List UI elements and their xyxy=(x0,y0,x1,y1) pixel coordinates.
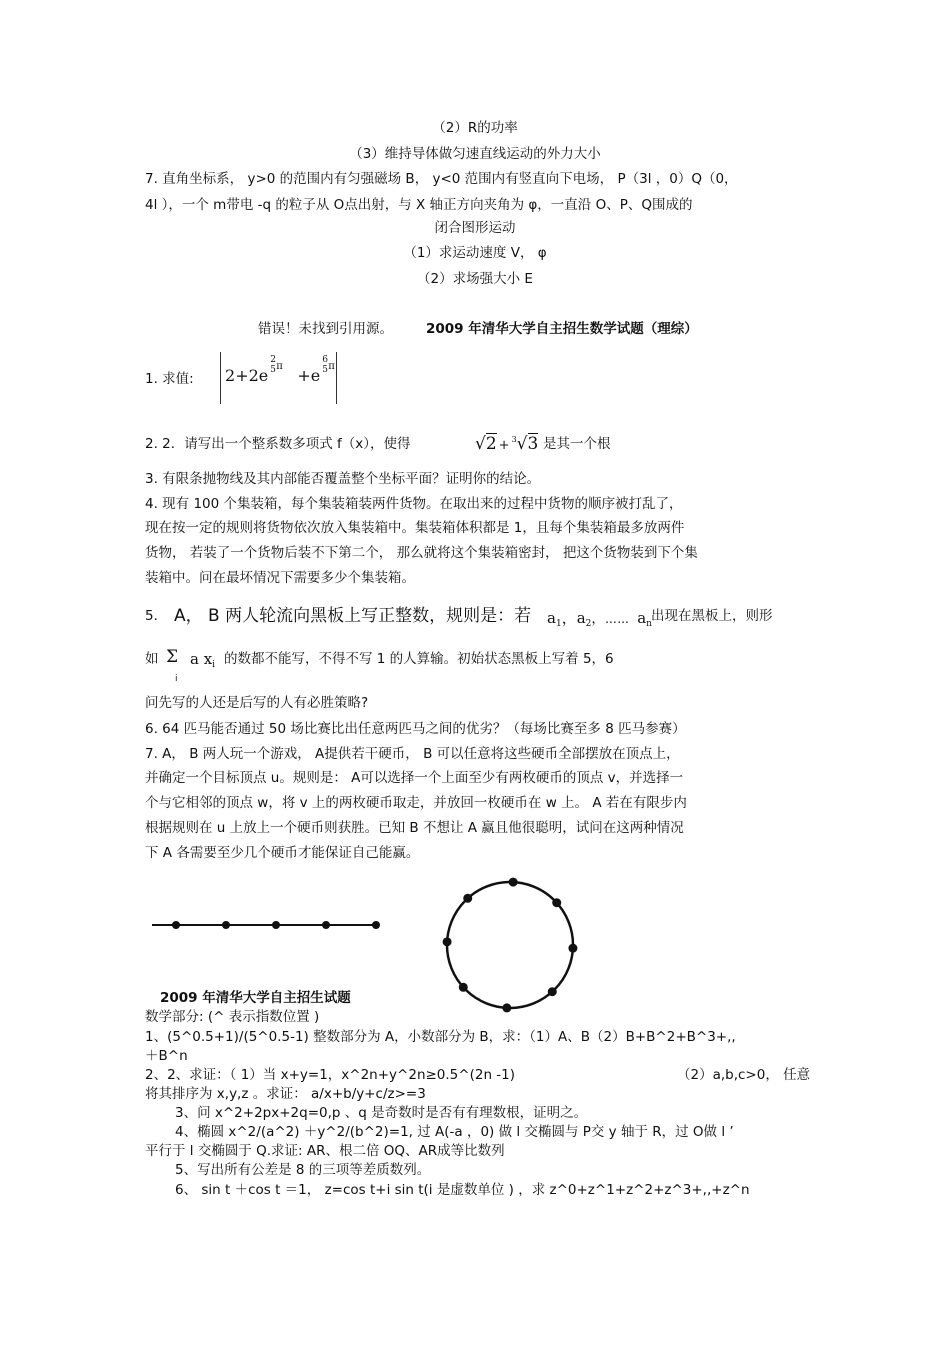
q6: 6. 64 匹马能否通过 50 场比赛比出任意两匹马之间的优劣？（每场比赛至多 8 匹马参赛） xyxy=(145,721,686,737)
path-graph-figure xyxy=(145,915,385,935)
title-text: 2009 年清华大学自主招生数学试题（理综） xyxy=(426,321,698,337)
cycle-vertex xyxy=(552,898,561,907)
cycle-vertex xyxy=(443,937,452,946)
q7-sub-2: （2）求场强大小 E xyxy=(417,271,533,287)
line-external-force: （3）维持导体做匀速直线运动的外力大小 xyxy=(349,146,601,162)
abs-bar-right xyxy=(336,352,337,404)
q7-line-2: 4l ），一个 m带电 -q 的粒子从 O点出射，与 X 轴正方向夹角为 φ，一直沿 O、P、Q围成的 xyxy=(145,197,693,213)
abs-bar-left xyxy=(220,352,221,404)
exam-p3: 3、问 x^2+2px+2q=0,p 、q 是奇数时是否有有理数根，证明之。 xyxy=(175,1105,588,1121)
q1-label: 1. 求值: xyxy=(145,371,194,387)
path-vertex xyxy=(372,921,380,929)
q7b-line-1: 7. A， B 两人玩一个游戏， A提供若干硬币， B 可以任意将这些硬币全部摆放在顶点上， xyxy=(145,746,680,762)
path-vertex xyxy=(272,921,280,929)
q5-line-1: A， B 两人轮流向黑板上写正整数，规则是：若 xyxy=(174,606,532,626)
q7-sub-1: （1）求运动速度 V， φ xyxy=(403,245,547,261)
q5-line-1-end: 出现在黑板上，则形 xyxy=(651,608,773,624)
exam-p4-line-1: 4、椭圆 x^2/(a^2) ＋y^2/(b^2)=1, 过 A(-a ，0) 做 l 交椭圆与 P交 y 轴于 R，过 O做 l ’ xyxy=(175,1124,734,1140)
exam-p5: 5、写出所有公差是 8 的三项等差质数列。 xyxy=(175,1162,431,1178)
q3: 3. 有限条抛物线及其内部能否覆盖整个坐标平面？证明你的结论。 xyxy=(145,471,541,487)
error-text: 错误！未找到引用源。 xyxy=(258,321,393,337)
path-vertex xyxy=(322,921,330,929)
q2-text-a: 2. 2．请写出一个整系数多项式 f（x），使得 xyxy=(145,436,411,452)
q7-line-1: 7. 直角坐标系， y>0 的范围内有匀强磁场 B， y<0 范围内有竖直向下电场， P（3l ，0）Q（0， xyxy=(145,171,738,187)
exam-p2-line-1: 2、2、求证：（ 1）当 x+y=1，x^2n+y^2n≥0.5^(2n -1) xyxy=(145,1067,516,1083)
sigma-index: i xyxy=(175,674,178,684)
section-title xyxy=(426,320,698,338)
q7b-line-5: 下 A 各需要至少几个硬币才能保证自己能赢。 xyxy=(145,845,420,861)
path-vertex xyxy=(172,921,180,929)
q7b-line-2: 并确定一个目标顶点 u。规则是： A可以选择一个上面至少有两枚硬币的顶点 v，并选择一 xyxy=(145,770,684,786)
q5-line-2: 的数都不能写，不得不写 1 的人算输。初始状态黑板上写着 5，6 xyxy=(224,651,614,667)
exam-p1-line-1: 1、(5^0.5+1)/(5^0.5-1) 整数部分为 A，小数部分为 B，求：（1）A、B（2）B+B^2+B^3+,, xyxy=(145,1029,736,1045)
line-r-power: （2）R的功率 xyxy=(432,120,518,136)
cycle-vertex xyxy=(463,894,472,903)
q5-number: 5. xyxy=(145,608,158,624)
exam-p4-line-2: 平行于 l 交椭圆于 Q.求证: AR、根二倍 OQ、AR成等比数列 xyxy=(145,1143,505,1159)
q4-line-3: 货物， 若装了一个货物后装不下第二个， 那么就将这个集装箱密封， 把这个货物装到下个集 xyxy=(145,545,698,561)
q5-sequence: $a_1$，$a_2$，⋯⋯ $a_n$ xyxy=(547,609,652,629)
cycle-vertex xyxy=(568,944,577,953)
cycle-vertex xyxy=(502,1003,511,1012)
q5-line-3: 问先写的人还是后写的人有必胜策略? xyxy=(145,695,369,711)
expr-term: +e xyxy=(297,366,321,385)
path-vertex xyxy=(222,921,230,929)
q7-line-3: 闭合图形运动 xyxy=(434,220,516,236)
cycle-vertex xyxy=(548,987,557,996)
exam-intro: 数学部分: (^ 表示指数位置 ) xyxy=(145,1009,320,1025)
cycle-vertex xyxy=(509,878,518,887)
cycle-vertex xyxy=(459,983,468,992)
q2-root-expression: √2 + $^3$√3 xyxy=(475,434,539,454)
q2-text-b: 是其一个根 xyxy=(543,436,611,452)
sqrt-icon: √ xyxy=(475,434,486,454)
cycle-graph-figure xyxy=(440,877,585,1017)
expr-term: 2 xyxy=(225,366,236,385)
q7b-line-4: 根据规则在 u 上放上一个硬币则获胜。已知 B 不想让 A 赢且他很聪明，试问在这两种情况 xyxy=(145,820,684,836)
q4-line-1: 4. 现有 100 个集装箱，每个集装箱装两件货物。在取出来的过程中货物的顺序被打乱了， xyxy=(145,496,683,512)
sigma-icon: Σ xyxy=(166,647,179,667)
q5-line-2-start: 如 xyxy=(145,651,159,667)
cbrt-icon: √ xyxy=(516,434,528,454)
q4-line-2: 现在按一定的规则将货物依次放入集装箱中。集装箱体积都是 1，且每个集装箱最多放两件 xyxy=(145,520,685,536)
exam-title: 2009 年清华大学自主招生试题 xyxy=(160,990,351,1006)
exponent-2: 6 5 π xyxy=(322,355,335,375)
q1-expression xyxy=(225,355,335,385)
exam-p2-line-1b: （2）a,b,c>0， 任意 xyxy=(677,1067,811,1083)
exam-p6: 6、 sin t ＋cos t ＝1， z=cos t+i sin t(i 是虚数单位 ) ，求 z^0+z^1+z^2+z^3+,,+z^n xyxy=(175,1182,750,1198)
q4-line-4: 装箱中。问在最坏情况下需要多少个集装箱。 xyxy=(145,570,415,586)
exam-p2-line-2: 将其排序为 x,y,z 。求证： a/x+b/y+c/z>=3 xyxy=(145,1086,426,1102)
sum-term: a $x_i$ xyxy=(190,650,216,670)
exponent-1: 2 5 π xyxy=(270,355,283,375)
expr-term: +2e xyxy=(235,366,269,385)
exam-p1-line-2: ＋B^n xyxy=(145,1048,188,1064)
q7b-line-3: 个与它相邻的顶点 w，将 v 上的两枚硬币取走，并放回一枚硬币在 w 上。 A 若在有限步内 xyxy=(145,795,687,811)
